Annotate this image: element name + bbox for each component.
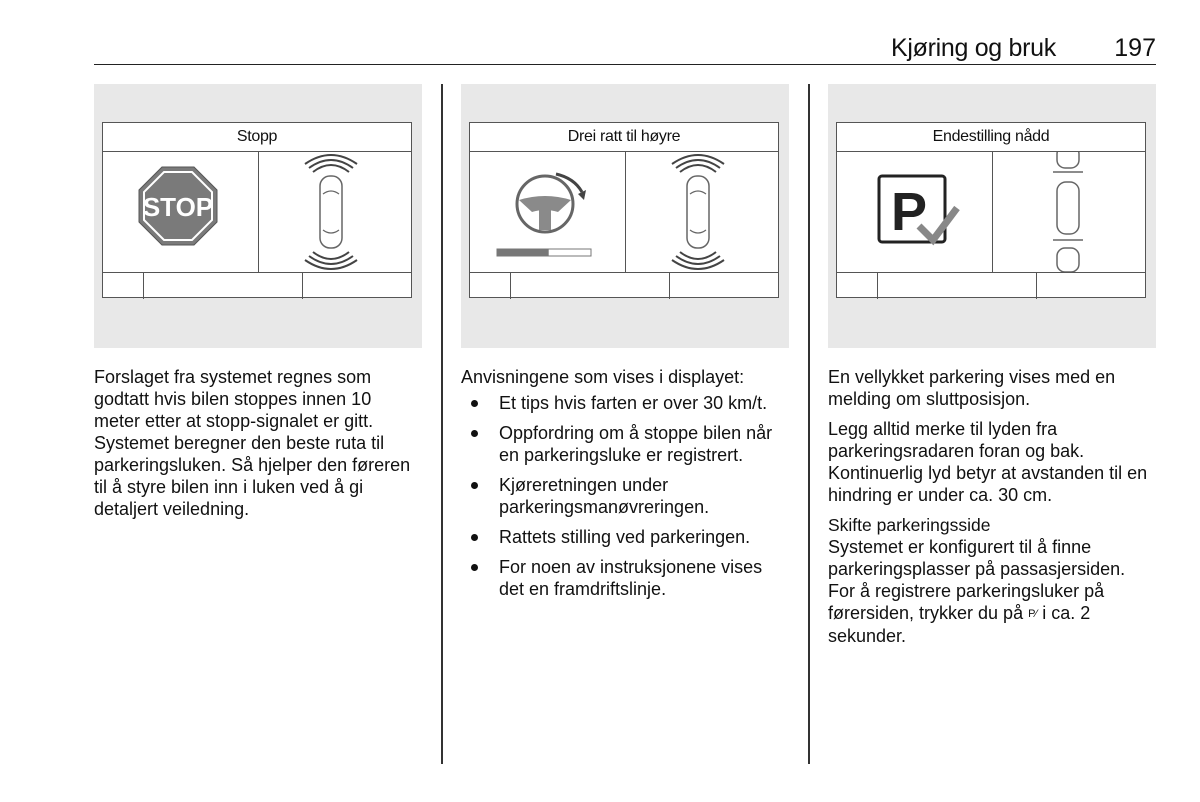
intro-text: Anvisningene som vises i displayet: — [461, 367, 745, 387]
list-item: Rattets stilling ved parkeringen. — [461, 526, 789, 548]
list-item: Oppfordring om å stoppe bilen når en parkeringsluke er registrert. — [461, 422, 789, 466]
display-screen — [836, 122, 1146, 298]
column-1 — [94, 84, 422, 528]
list-item: For noen av instruksjonene vises det en framdriftslinje. — [461, 556, 789, 600]
list-item: Et tips hvis farten er over 30 km/t. — [461, 392, 789, 414]
parked-car-icon — [837, 152, 1145, 272]
subheading: Skifte parkeringsside — [828, 515, 991, 535]
paragraph: For å registrere parkeringsluker på førersiden, trykker du på P⁄ i ca. 2 sekunder. — [828, 581, 1105, 646]
screen-title: Drei ratt til høyre — [470, 123, 778, 152]
figure-stop — [94, 84, 422, 348]
section-title: Kjøring og bruk — [890, 34, 1056, 62]
column-3 — [828, 84, 1156, 655]
car-sensor-icon — [470, 152, 778, 272]
display-screen — [469, 122, 779, 298]
list-item: Kjøreretningen under parkeringsmanøvreringen. — [461, 474, 789, 518]
figure-steer — [461, 84, 789, 348]
stop-sign-label: STOP — [142, 192, 214, 222]
page-number: 197 — [1114, 34, 1156, 62]
column-divider — [808, 84, 810, 764]
bullet-list — [461, 392, 789, 600]
park-button-icon: P⁄ — [1028, 608, 1038, 620]
screen-title: Stopp — [103, 123, 411, 152]
paragraph: Systemet er konfigurert til å finne parkeringsplasser på passasjersiden. — [828, 537, 1126, 579]
screen-title: Endestilling nådd — [837, 123, 1145, 152]
paragraph: Legg alltid merke til lyden fra parkeringsradaren foran og bak. Kontinuerlig lyd betyr at avstanden til en hindring er under ca. 30 cm. — [828, 419, 1148, 505]
paragraph: En vellykket parkering vises med en melding om sluttposisjon. — [828, 367, 1116, 409]
parking-letter: P — [890, 182, 928, 242]
column-divider — [441, 84, 443, 764]
figure-parked — [828, 84, 1156, 348]
column-2 — [461, 84, 789, 608]
car-sensor-icon — [103, 152, 411, 272]
page-header — [94, 30, 1156, 65]
display-screen — [102, 122, 412, 298]
paragraph: Forslaget fra systemet regnes som godtatt hvis bilen stoppes innen 10 meter etter at stopp-signalet er gitt. Systemet beregner den beste ruta til parkeringsluken. Så hjelper den føreren til å styre bilen inn i luken ved å gi detaljert veiledning. — [94, 367, 411, 519]
